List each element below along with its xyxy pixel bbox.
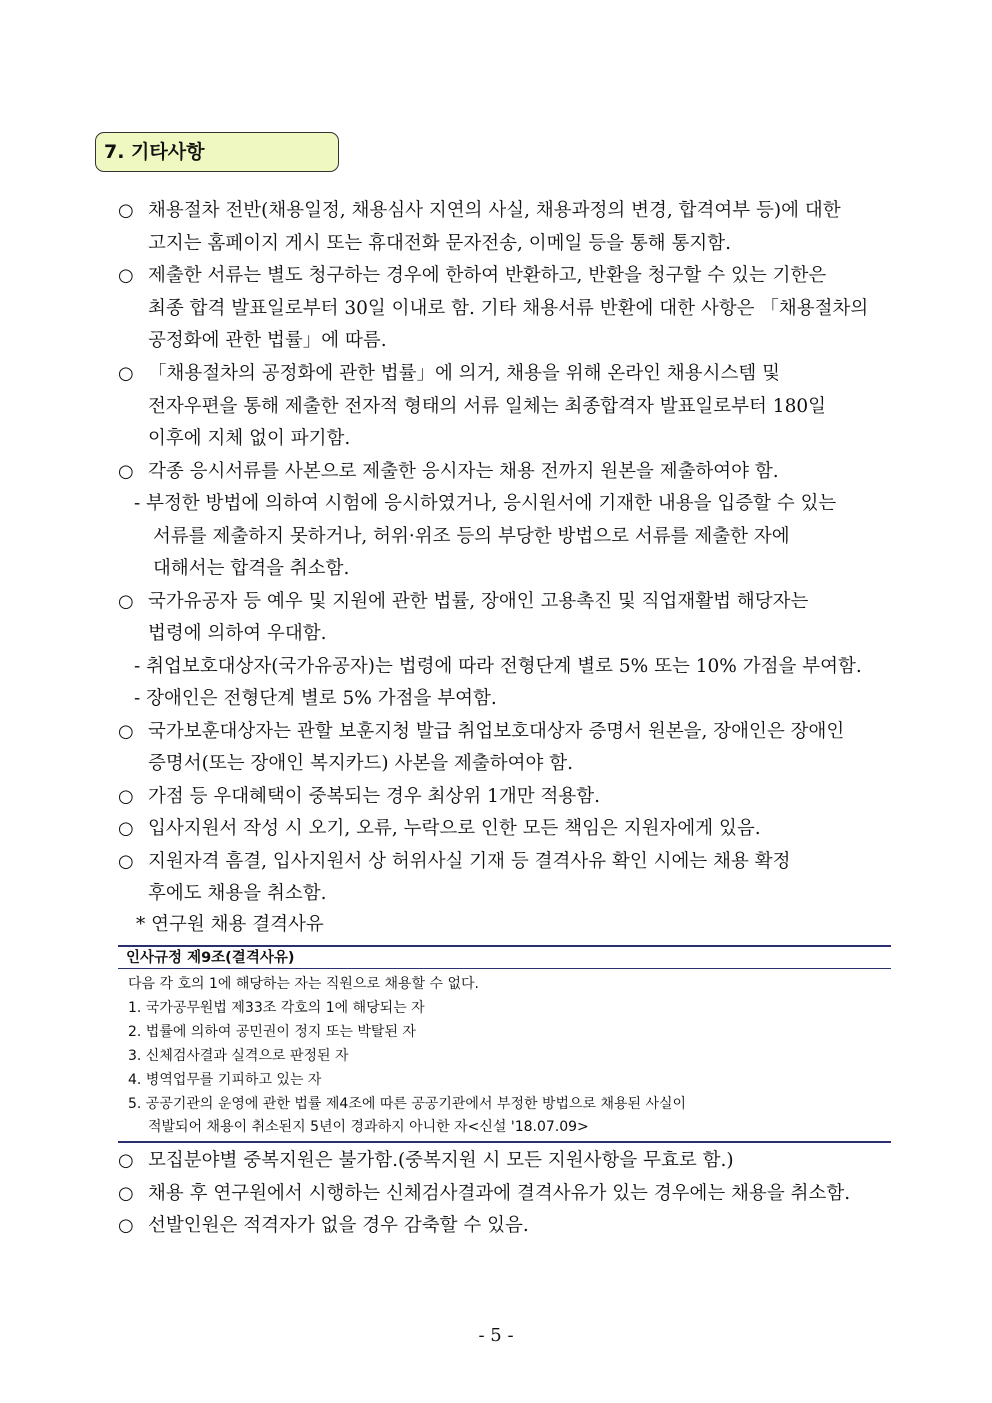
- bullet-marker: ○: [118, 851, 134, 872]
- note-text: * 연구원 채용 결격사유: [136, 914, 324, 935]
- bullet-text: 각종 응시서류를 사본으로 제출한 응시자는 채용 전까지 원본을 제출하여야 함.: [148, 461, 779, 482]
- bullet-text: 공정화에 관한 법률」에 따름.: [148, 330, 387, 351]
- bullet-text: 가점 등 우대혜택이 중복되는 경우 최상위 1개만 적용함.: [148, 786, 600, 807]
- bullet-marker: ○: [118, 818, 134, 839]
- regulation-line: 2. 법률에 의하여 공민권이 정지 또는 박탈된 자: [128, 1024, 416, 1040]
- regulation-line: 3. 신체검사결과 실격으로 판정된 자: [128, 1048, 349, 1064]
- bullet-text: 제출한 서류는 별도 청구하는 경우에 한하여 반환하고, 반환을 청구할 수 있는 기한은: [148, 265, 827, 286]
- bullet-text: 이후에 지체 없이 파기함.: [148, 428, 351, 449]
- regulation-heading: 인사규정 제9조(결격사유): [118, 947, 891, 969]
- bullet-text: 입사지원서 작성 시 오기, 오류, 누락으로 인한 모든 책임은 지원자에게 있음.: [148, 818, 761, 839]
- sub-item-text: - 취업보호대상자(국가유공자)는 법령에 따라 전형단계 별로 5% 또는 10% 가점을 부여함.: [134, 656, 862, 677]
- bullet-marker: ○: [118, 363, 134, 384]
- bullet-text: 최종 합격 발표일로부터 30일 이내로 함. 기타 채용서류 반환에 대한 사항은 「채용절차의: [148, 298, 869, 319]
- bullet-text: 후에도 채용을 취소함.: [148, 883, 327, 904]
- bullet-text: 채용 후 연구원에서 시행하는 신체검사결과에 결격사유가 있는 경우에는 채용을 취소함.: [148, 1183, 851, 1204]
- regulation-line: 다음 각 호의 1에 해당하는 자는 직원으로 채용할 수 없다.: [128, 976, 479, 992]
- bullet-text: 증명서(또는 장애인 복지카드) 사본을 제출하여야 함.: [148, 753, 574, 774]
- bullet-marker: ○: [118, 265, 134, 286]
- regulation-box: [118, 945, 891, 1143]
- regulation-line: 4. 병역업무를 기피하고 있는 자: [128, 1072, 322, 1088]
- bullet-marker: ○: [118, 721, 134, 742]
- bullet-marker: ○: [118, 1215, 134, 1236]
- bullet-text: 지원자격 흠결, 입사지원서 상 허위사실 기재 등 결격사유 확인 시에는 채용 확정: [148, 851, 791, 872]
- bullet-text: 전자우편을 통해 제출한 전자적 형태의 서류 일체는 최종합격자 발표일로부터 180일: [148, 396, 826, 417]
- bullet-text: 모집분야별 중복지원은 불가함.(중복지원 시 모든 지원사항을 무효로 함.): [148, 1150, 734, 1171]
- bullet-text: 선발인원은 적격자가 없을 경우 감축할 수 있음.: [148, 1215, 529, 1236]
- bullet-marker: ○: [118, 1183, 134, 1204]
- bullet-marker: ○: [118, 786, 134, 807]
- bullet-text: 고지는 홈페이지 게시 또는 휴대전화 문자전송, 이메일 등을 통해 통지함.: [148, 233, 731, 254]
- section-title: 7. 기타사항: [95, 132, 339, 172]
- bullet-marker: ○: [118, 461, 134, 482]
- bullet-marker: ○: [118, 1150, 134, 1171]
- bullet-marker: ○: [118, 591, 134, 612]
- regulation-line: 1. 국가공무원법 제33조 각호의 1에 해당되는 자: [128, 1000, 425, 1016]
- sub-item-text: 대해서는 합격을 취소함.: [153, 558, 350, 579]
- regulation-line: 5. 공공기관의 운영에 관한 법률 제4조에 따른 공공기관에서 부정한 방법으로 채용된 사실이: [128, 1096, 687, 1112]
- bullet-text: 국가보훈대상자는 관할 보훈지청 발급 취업보호대상자 증명서 원본을, 장애인은 장애인: [148, 721, 845, 742]
- bullet-marker: ○: [118, 200, 134, 221]
- bullet-text: 법령에 의하여 우대함.: [148, 623, 327, 644]
- sub-item-text: - 부정한 방법에 의하여 시험에 응시하였거나, 응시원서에 기재한 내용을 입증할 수 있는: [134, 493, 837, 514]
- regulation-line: 적발되어 채용이 취소된지 5년이 경과하지 아니한 자<신설 '18.07.09>: [148, 1119, 589, 1135]
- sub-item-text: 서류를 제출하지 못하거나, 허위·위조 등의 부당한 방법으로 서류를 제출한 자에: [153, 526, 790, 547]
- bullet-text: 국가유공자 등 예우 및 지원에 관한 법률, 장애인 고용촉진 및 직업재활법 해당자는: [148, 591, 809, 612]
- bullet-text: 채용절차 전반(채용일정, 채용심사 지연의 사실, 채용과정의 변경, 합격여부 등)에 대한: [148, 200, 841, 221]
- bullet-text: 「채용절차의 공정화에 관한 법률」에 의거, 채용을 위해 온라인 채용시스템 및: [148, 363, 780, 384]
- page-number: - 5 -: [478, 1325, 514, 1346]
- sub-item-text: - 장애인은 전형단계 별로 5% 가점을 부여함.: [134, 688, 497, 709]
